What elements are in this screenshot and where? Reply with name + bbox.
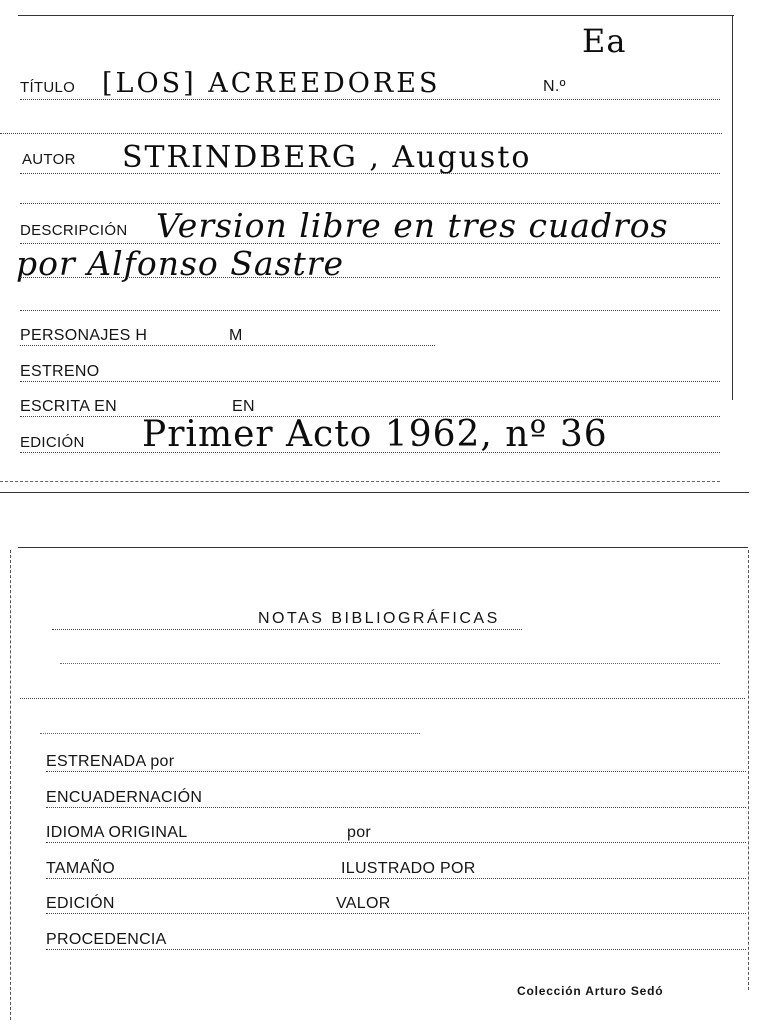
torn-edge-line bbox=[0, 481, 720, 482]
card-left-edge bbox=[10, 550, 11, 1020]
footer-collection: Colección Arturo Sedó bbox=[517, 984, 664, 998]
edicion-label: EDICIÓN bbox=[20, 434, 85, 451]
card-right-edge-2 bbox=[748, 550, 749, 990]
blank-line-3 bbox=[20, 310, 720, 311]
edicion-label-2: EDICIÓN bbox=[46, 895, 115, 912]
autor-line bbox=[20, 173, 720, 174]
tamano-line bbox=[46, 878, 746, 879]
descripcion-line-2 bbox=[20, 277, 720, 278]
valor-label: VALOR bbox=[336, 895, 391, 912]
descripcion-line2: por Alfonso Sastre bbox=[16, 244, 345, 283]
edicion-line-2 bbox=[46, 913, 746, 914]
autor-value: STRINDBERG , Augusto bbox=[122, 140, 532, 175]
blank-line-a bbox=[60, 663, 720, 664]
tamano-label: TAMAÑO bbox=[46, 860, 116, 877]
edicion-value: Primer Acto 1962, nº 36 bbox=[142, 414, 608, 455]
blank-line-2 bbox=[20, 203, 720, 204]
personajes-label: PERSONAJES H bbox=[20, 327, 148, 344]
card-right-edge bbox=[732, 15, 733, 400]
estreno-label: ESTRENO bbox=[20, 363, 100, 380]
card-top-edge bbox=[18, 15, 734, 16]
code-mark: Ea bbox=[582, 22, 627, 60]
encuadernacion-label: ENCUADERNACIÓN bbox=[46, 789, 203, 806]
edicion-line bbox=[20, 452, 720, 453]
card-bottom-edge bbox=[0, 492, 749, 493]
estrenada-line bbox=[46, 771, 746, 772]
escrita-label: ESCRITA EN bbox=[20, 398, 117, 415]
idioma-label: IDIOMA ORIGINAL bbox=[46, 824, 188, 841]
personajes-line bbox=[20, 345, 435, 346]
notas-heading: NOTAS BIBLIOGRÁFICAS bbox=[258, 610, 500, 627]
autor-label: AUTOR bbox=[22, 151, 76, 168]
card-top-edge-2 bbox=[18, 547, 748, 548]
blank-line-1 bbox=[0, 133, 722, 134]
titulo-line bbox=[20, 99, 720, 100]
catalog-card-back bbox=[0, 540, 759, 1028]
numero-label: N.º bbox=[543, 78, 566, 95]
personajes-m-label: M bbox=[229, 327, 243, 344]
descripcion-label: DESCRIPCIÓN bbox=[20, 222, 128, 239]
heading-line bbox=[52, 629, 522, 630]
escrita-en-label: EN bbox=[232, 398, 255, 415]
catalog-card-front bbox=[0, 0, 759, 500]
blank-line-b bbox=[20, 698, 745, 699]
idioma-line bbox=[46, 842, 746, 843]
titulo-value: [LOS] ACREEDORES bbox=[102, 68, 441, 99]
estrenada-label: ESTRENADA por bbox=[46, 753, 175, 770]
descripcion-line1: Version libre en tres cuadros bbox=[156, 206, 669, 245]
blank-line-c bbox=[40, 733, 420, 734]
ilustrado-label: ILUSTRADO POR bbox=[341, 860, 476, 877]
titulo-label: TÍTULO bbox=[20, 79, 76, 96]
estreno-line bbox=[20, 381, 720, 382]
encuadernacion-line bbox=[46, 807, 746, 808]
procedencia-line bbox=[46, 949, 746, 950]
procedencia-label: PROCEDENCIA bbox=[46, 931, 167, 948]
idioma-por-label: por bbox=[347, 824, 372, 841]
